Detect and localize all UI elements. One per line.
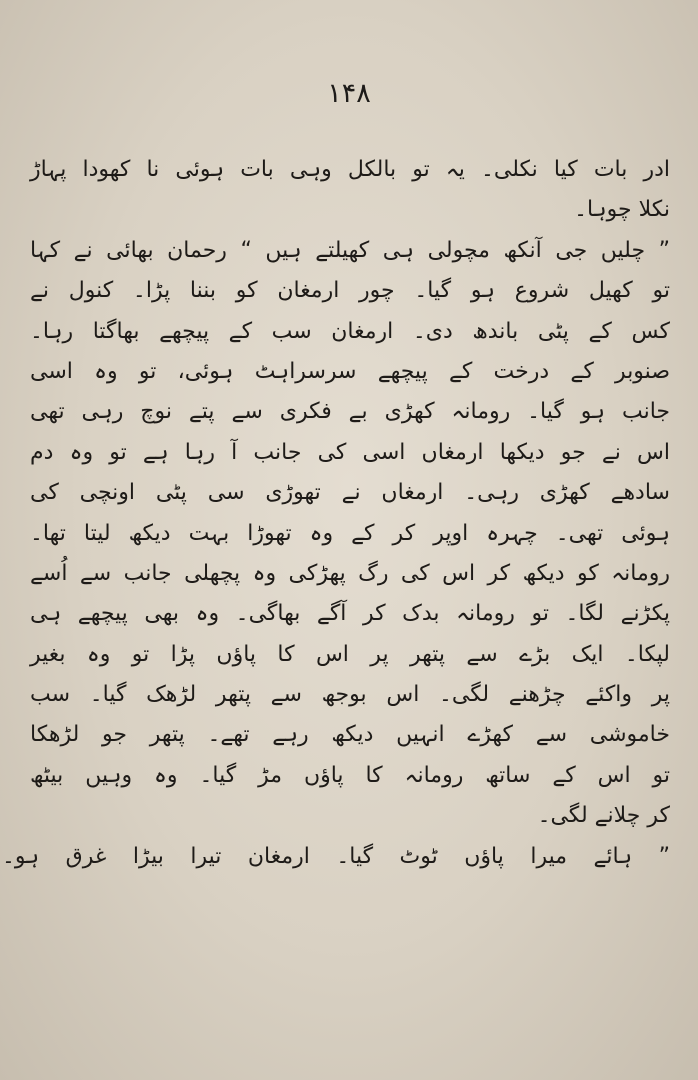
text-line: پر واکئے چڑھنے لگی۔ اس بوجھ سے پتھر لڑھک گیا۔ سب (30, 682, 670, 708)
text-line: ادر بات کیا نکلی۔ یہ تو بالکل وہی بات ہوئی نا کھودا پہاڑ (30, 157, 670, 182)
body-text (2, 150, 670, 877)
text-line: لپکا۔ ایک بڑے سے پتھر پر اس کا پاؤں پڑا تو وہ بغیر (30, 641, 670, 667)
text-line: ” ہائے میرا پاؤں ٹوٹ گیا۔ ارمغان تیرا بیڑا غرق ہو۔ (2, 843, 670, 869)
text-line: خاموشی سے کھڑے انہیں دیکھ رہے تھے۔ پتھر جو لڑھکا (30, 722, 670, 748)
text-line: ” چلیں جی آنکھ مچولی ہی کھیلتے ہیں “ رحمان بھائی نے کہا (30, 237, 670, 263)
text-line: سادھے کھڑی رہی۔ ارمغاں نے تھوڑی سی پٹی اونچی کی (30, 480, 670, 506)
text-line: تو اس کے ساتھ رومانہ کا پاؤں مڑ گیا۔ وہ وہیں بیٹھ (30, 762, 670, 788)
text-line: تو کھیل شروع ہو گیا۔ چور ارمغان کو بننا پڑا۔ کنول نے (30, 278, 670, 304)
text-line: ہوئی تھی۔ چہرہ اوپر کر کے وہ تھوڑا بہت دیکھ لیتا تھا۔ (30, 520, 670, 546)
text-line: کس کے پٹی باندھ دی۔ ارمغان سب کے پیچھے بھاگتا رہا۔ (30, 318, 670, 344)
text-line: رومانہ کو دیکھ کر اس کی رگ پھڑکی وہ پچھلی جانب سے اُسے (30, 560, 670, 586)
text-line: نکلا چوہا۔ (574, 197, 670, 223)
text-line: اس نے جو دیکھا ارمغاں اسی کی جانب آ رہا ہے تو وہ دم (30, 439, 670, 465)
text-line: پکڑنے لگا۔ تو رومانہ بدک کر آگے بھاگی۔ وہ بھی پیچھے ہی (30, 601, 670, 627)
text-line: جانب ہو گیا۔ رومانہ کھڑی بے فکری سے پتے نوچ رہی تھی (30, 399, 670, 425)
text-line: صنوبر کے درخت کے پیچھے سرسراہٹ ہوئی، تو وہ اسی (30, 358, 670, 384)
text-line: کر چلانے لگی۔ (537, 803, 670, 829)
page-number: ۱۴۸ (327, 78, 371, 109)
